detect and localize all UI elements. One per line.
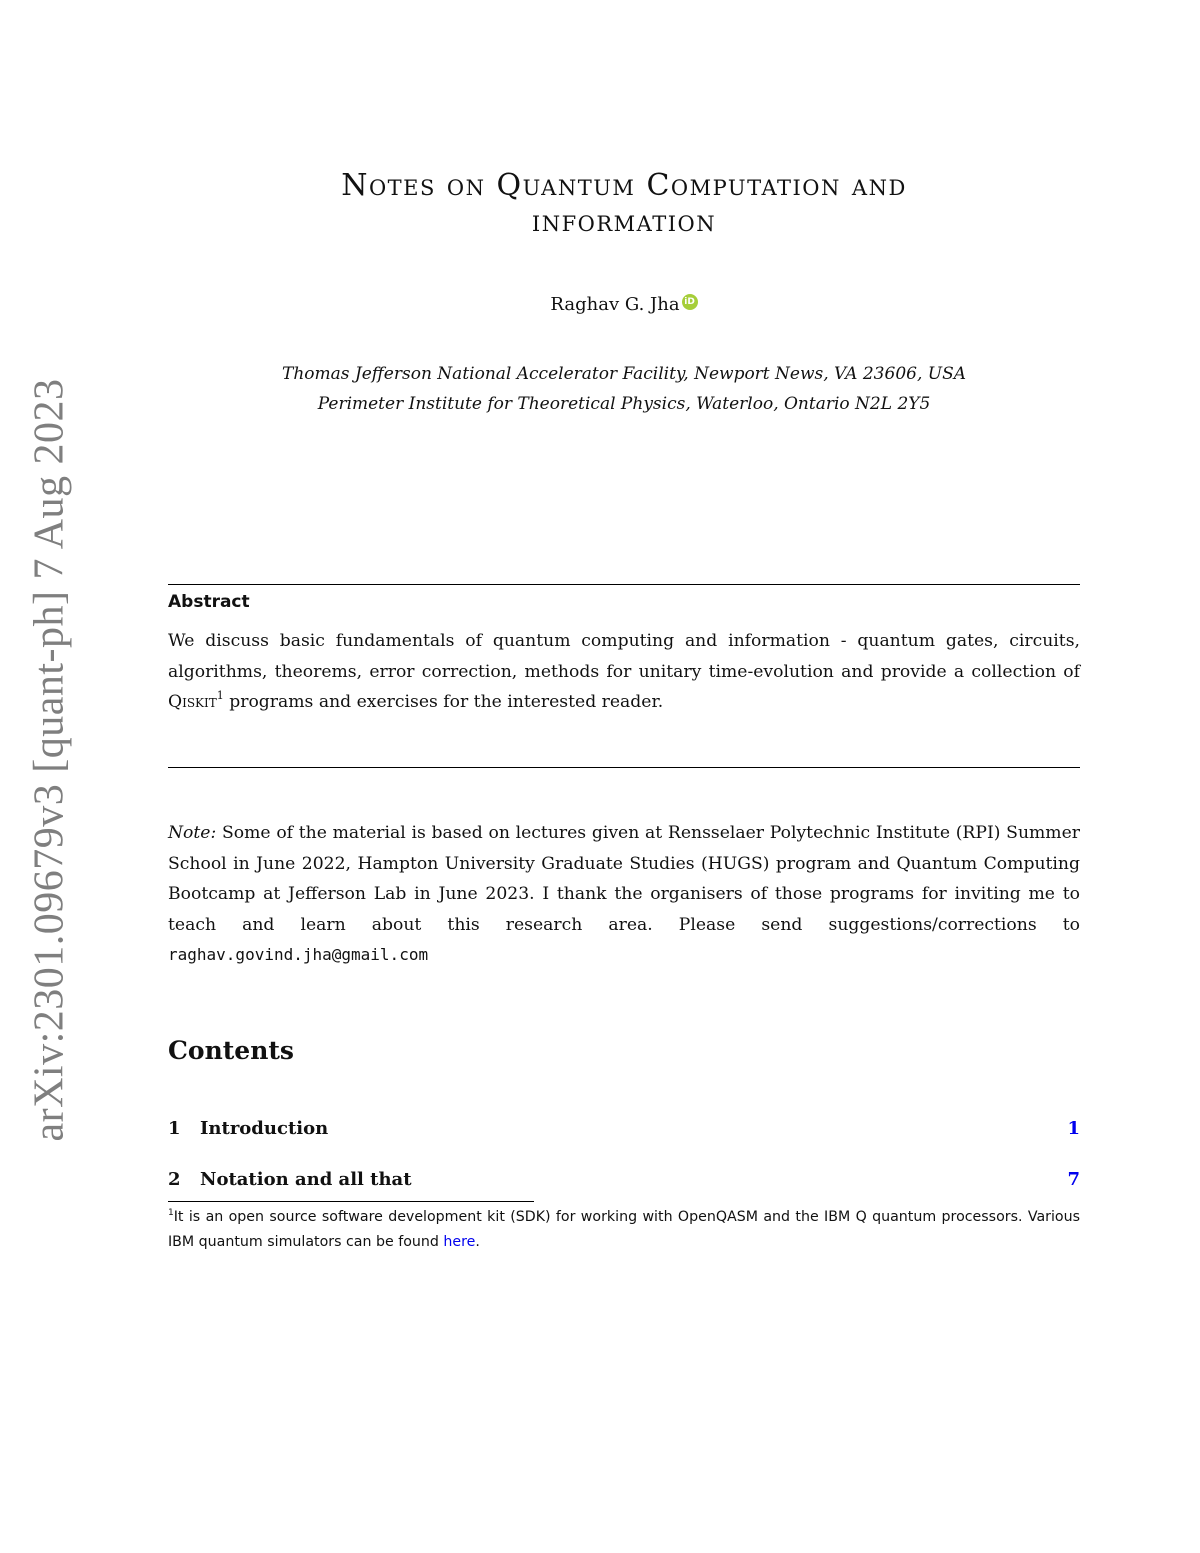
abstract-text-after: programs and exercises for the interested reader.	[223, 692, 664, 712]
title-line-2: information	[531, 204, 717, 239]
toc-page-link[interactable]: 7	[1067, 1169, 1080, 1190]
affiliation-2: Perimeter Institute for Theoretical Physics, Waterloo, Ontario N2L 2Y5	[317, 394, 931, 414]
toc-entry[interactable]	[168, 1169, 1080, 1190]
toc-entry-number: 2	[168, 1169, 181, 1190]
abstract-top-rule	[168, 584, 1080, 585]
paper-title	[168, 168, 1080, 240]
footnote	[168, 1205, 1080, 1255]
orcid-icon[interactable]: iD	[682, 294, 698, 310]
abstract-text	[168, 626, 1080, 718]
arxiv-stamp-text: arXiv:2301.09679v3 [quant-ph] 7 Aug 2023	[27, 378, 73, 1142]
abstract-text-before: We discuss basic fundamentals of quantum computing and information - quantum gates, circuits, algorithms, theorems, error correction, methods for unitary time-evolution and provide a collection of	[168, 631, 1080, 682]
note-label: Note:	[168, 823, 217, 843]
toc-page-link[interactable]: 1	[1067, 1118, 1080, 1139]
toc-entry-number: 1	[168, 1118, 181, 1139]
title-line-1: Notes on Quantum Computation and	[341, 168, 907, 203]
author-name: Raghav G. Jha	[550, 294, 680, 315]
affiliation-1: Thomas Jefferson National Accelerator Facility, Newport News, VA 23606, USA	[281, 364, 967, 384]
contents-heading: Contents	[168, 1036, 295, 1065]
abstract-bottom-rule	[168, 767, 1080, 768]
footnote-rule	[168, 1201, 534, 1202]
toc-entry[interactable]	[168, 1118, 1080, 1139]
author-line	[168, 294, 1080, 315]
contact-email: raghav.govind.jha@gmail.com	[168, 945, 429, 964]
toc-entry-title[interactable]: Notation and all that	[200, 1169, 412, 1190]
footnote-link[interactable]: here	[443, 1234, 476, 1250]
footnote-ref[interactable]: 1	[216, 689, 224, 702]
note-text: Some of the material is based on lectures given at Rensselaer Polytechnic Institute (RPI) Summer School in June 2022, Hampton University Graduate Studies (HUGS) program and Quantum Computing Bootcamp at Jefferson Lab in June 2023. I thank the organisers of those programs for inviting me to teach and learn about this research area. Please send suggestions/corrections to	[168, 823, 1080, 935]
footnote-text: It is an open source software development kit (SDK) for working with OpenQASM and the IBM Q quantum processors. Various IBM quantum simulators can be found	[168, 1209, 1080, 1250]
arxiv-stamp	[20, 378, 80, 1142]
abstract-heading: Abstract	[168, 592, 250, 612]
note-paragraph	[168, 818, 1080, 971]
qiskit-name: Qiskit	[168, 692, 217, 712]
toc-entry-title[interactable]: Introduction	[200, 1118, 329, 1139]
footnote-mark: 1	[168, 1208, 174, 1218]
footnote-end: .	[475, 1234, 480, 1250]
